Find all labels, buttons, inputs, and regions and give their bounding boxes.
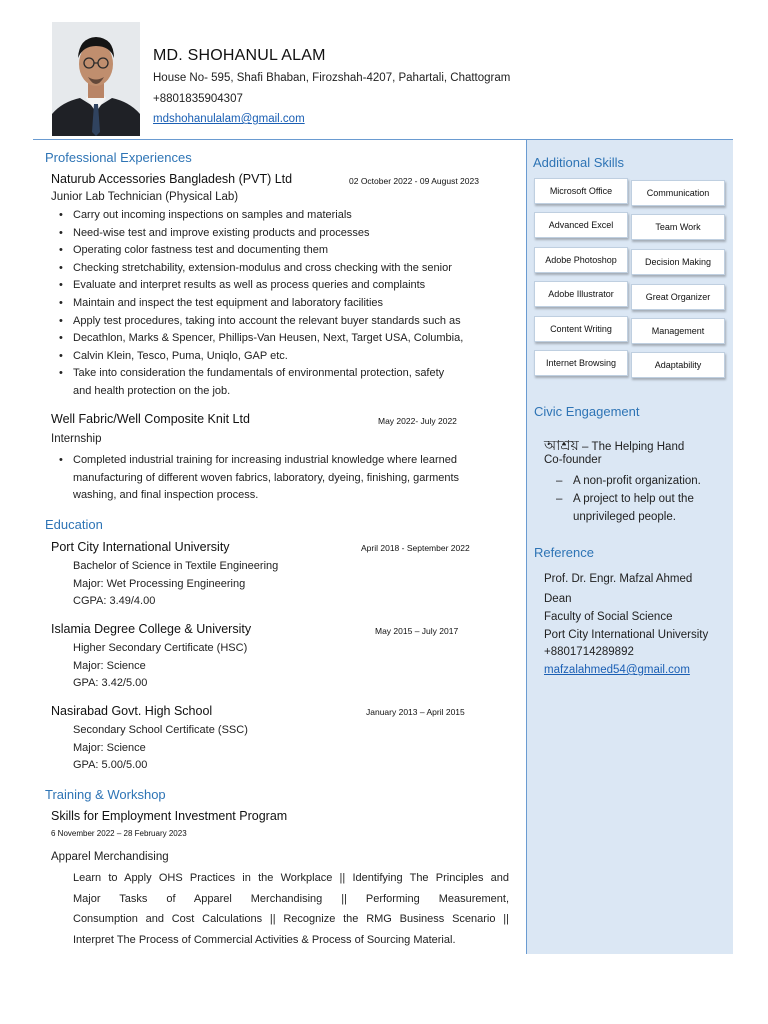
candidate-name: MD. SHOHANUL ALAM: [153, 47, 326, 64]
skill-tag: Adaptability: [631, 352, 725, 378]
training-dates: 6 November 2022 – 28 February 2023: [51, 829, 187, 838]
major: Major: Science: [73, 741, 146, 754]
training-heading: Training & Workshop: [45, 787, 166, 802]
skill-tag: Adobe Photoshop: [534, 247, 628, 273]
job-company: Well Fabric/Well Composite Knit Ltd: [51, 412, 250, 426]
civic-heading: Civic Engagement: [534, 404, 640, 419]
degree: Bachelor of Science in Textile Engineering: [73, 560, 279, 572]
job-duties-list: [51, 452, 521, 505]
job-company: Naturub Accessories Bangladesh (PVT) Ltd: [51, 172, 293, 186]
degree: Higher Secondary Certificate (HSC): [73, 642, 248, 654]
list-item: – A project to help out the: [556, 490, 701, 508]
training-course: Apparel Merchandising: [51, 851, 169, 863]
email-link[interactable]: mdshohanulalam@gmail.com: [153, 113, 305, 125]
grade: CGPA: 3.49/4.00: [73, 595, 156, 607]
grade: GPA: 5.00/5.00: [73, 759, 148, 771]
major: Major: Science: [73, 659, 146, 672]
reference-name: Prof. Dr. Engr. Mafzal Ahmed: [544, 573, 693, 585]
skill-tag: Content Writing: [534, 316, 628, 342]
civic-org-suffix: – The Helping Hand: [578, 441, 685, 453]
profile-photo-image: [52, 22, 140, 136]
school-dates: January 2013 – April 2015: [366, 707, 465, 717]
paragraph-line: Learn to Apply OHS Practices in the Workplace || Identifying The Principles and: [73, 872, 509, 884]
list-item: • Calvin Klein, Tesco, Puma, Uniqlo, GAP etc.: [51, 348, 511, 366]
school-dates: April 2018 - September 2022: [361, 543, 470, 553]
skill-tag: Adobe Illustrator: [534, 281, 628, 307]
list-item: • Checking stretchability, extension-modulus and cross checking with the senior: [51, 260, 511, 278]
list-item-text: and health protection on the job.: [73, 384, 231, 397]
skill-tag: Communication: [631, 180, 725, 206]
skill-tag: Decision Making: [631, 249, 725, 275]
list-item-text: washing, and final inspection process.: [73, 489, 259, 502]
list-item-text: manufacturing of different woven fabrics, laboratory, dyeing, finishing, garments: [73, 471, 460, 484]
list-item: • Take into consideration the fundamentals of environmental protection, safety: [51, 365, 511, 383]
reference-faculty: Faculty of Social Science: [544, 611, 673, 623]
list-item-continuation: [51, 383, 511, 401]
skills-heading: Additional Skills: [533, 155, 625, 170]
job-role: Junior Lab Technician (Physical Lab): [51, 191, 239, 203]
school-dates: May 2015 – July 2017: [375, 626, 459, 636]
list-item: • Apply test procedures, taking into account the relevant buyer standards such as: [51, 313, 511, 331]
school-details: [73, 722, 248, 775]
list-item: • Carry out incoming inspections on samples and materials: [51, 207, 511, 225]
reference-university: Port City International University: [544, 629, 709, 641]
list-item: • Evaluate and interpret results as well as process queries and complaints: [51, 277, 511, 295]
list-item-continuation: [556, 508, 701, 526]
list-item: • Need-wise test and improve existing products and processes: [51, 225, 511, 243]
reference-heading: Reference: [534, 545, 594, 560]
list-item: • Operating color fastness test and documenting them: [51, 242, 511, 260]
reference-position: Dean: [544, 593, 572, 605]
list-item: • Maintain and inspect the test equipment and laboratory facilities: [51, 295, 511, 313]
school-name: Islamia Degree College & University: [51, 622, 252, 636]
list-item-text: unprivileged people.: [573, 511, 676, 523]
skill-tag: Advanced Excel: [534, 212, 628, 238]
skill-tag: Management: [631, 318, 725, 344]
education-heading: Education: [45, 517, 103, 532]
civic-org-bangla: আশ্রয়: [544, 437, 579, 453]
job-dates: 02 October 2022 - 09 August 2023: [349, 176, 479, 186]
list-item: • Decathlon, Marks & Spencer, Phillips-Van Heusen, Next, Target USA, Columbia,: [51, 330, 511, 348]
job-role: Internship: [51, 433, 102, 445]
job-dates: May 2022- July 2022: [378, 416, 457, 426]
skill-tag: Internet Browsing: [534, 350, 628, 376]
school-details: [73, 640, 247, 693]
civic-role: Co-founder: [544, 454, 602, 466]
skill-tag: Team Work: [631, 214, 725, 240]
major: Major: Wet Processing Engineering: [73, 577, 246, 590]
school-name: Nasirabad Govt. High School: [51, 704, 213, 718]
skill-tag: Microsoft Office: [534, 178, 628, 204]
degree: Secondary School Certificate (SSC): [73, 724, 248, 736]
address: House No- 595, Shafi Bhaban, Firozshah-4207, Pahartali, Chattogram: [153, 72, 511, 84]
list-item: – A non-profit organization.: [556, 472, 701, 490]
paragraph-line: Interpret The Process of Commercial Activities & Process of Sourcing Material.: [73, 933, 456, 946]
grade: GPA: 3.42/5.00: [73, 677, 148, 689]
experience-heading: Professional Experiences: [45, 150, 192, 165]
civic-points: [556, 472, 701, 526]
profile-photo: [52, 22, 140, 136]
list-item: • Completed industrial training for increasing industrial knowledge where learned: [51, 452, 521, 470]
reference-phone: +8801714289892: [544, 646, 634, 658]
job-duties-list: [51, 207, 511, 401]
school-details: [73, 558, 278, 611]
school-name: Port City International University: [51, 540, 230, 554]
skill-tag: Great Organizer: [631, 284, 725, 310]
training-description: [73, 868, 509, 950]
list-item-continuation: [51, 487, 521, 505]
paragraph-line: Major Tasks of Apparel Merchandising || Performing Measurement,: [73, 892, 509, 905]
paragraph-line: Consumption and Cost Calculations || Recognize the RMG Business Scenario ||: [73, 913, 509, 925]
list-item-continuation: [51, 470, 521, 488]
phone-number: +8801835904307: [153, 93, 243, 105]
reference-email-link[interactable]: mafzalahmed54@gmail.com: [544, 664, 690, 676]
training-program: Skills for Employment Investment Program: [51, 809, 288, 823]
